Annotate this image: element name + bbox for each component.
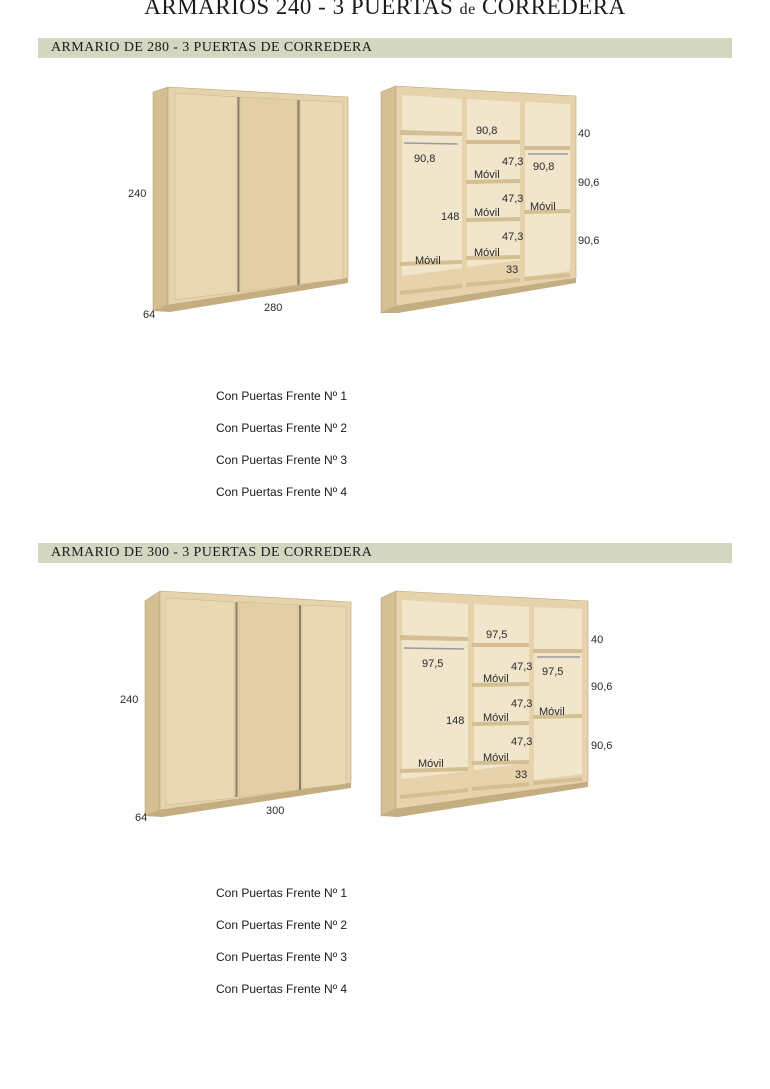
dim-right-width: 97,5 (542, 666, 564, 678)
dim-width: 300 (266, 805, 285, 817)
door-option-3: Con Puertas Frente Nº 3 (216, 950, 348, 964)
dim-right-low: 90,6 (591, 740, 613, 752)
interior-left-bay (402, 95, 462, 276)
dim-middle-c: 47,3 (502, 231, 524, 243)
dim-left-width: 97,5 (422, 658, 444, 670)
label-movil: Móvil (474, 247, 500, 259)
hanging-rail (404, 143, 458, 144)
sliding-door-left (175, 93, 237, 300)
dim-height: 240 (128, 188, 147, 200)
dim-middle-b: 47,3 (511, 698, 533, 710)
door-option-4: Con Puertas Frente Nº 4 (216, 485, 348, 499)
dim-height: 240 (120, 694, 139, 706)
door-option-2: Con Puertas Frente Nº 2 (216, 918, 348, 932)
dim-top-middle: 90,8 (476, 125, 498, 137)
section-header-300 (38, 543, 732, 563)
wardrobe-300-illustration (0, 583, 770, 843)
sliding-door-right (300, 100, 343, 284)
shelf (524, 146, 570, 150)
dim-right-low: 90,6 (578, 235, 600, 247)
dim-depth: 64 (135, 812, 148, 824)
label-movil: Móvil (474, 169, 500, 181)
wardrobe-side-panel (145, 591, 160, 816)
label-movil: Móvil (483, 752, 509, 764)
title-end: CORREDERA (475, 0, 626, 19)
sliding-door-middle (241, 97, 297, 292)
dim-right-mid: 90,6 (578, 177, 600, 189)
dim-width: 280 (264, 302, 283, 314)
sliding-door-right (302, 605, 346, 789)
dim-right-width: 90,8 (533, 161, 555, 173)
shelf (533, 649, 582, 653)
door-option-4: Con Puertas Frente Nº 4 (216, 982, 348, 996)
dim-top-middle: 97,5 (486, 629, 508, 641)
page-title (0, 0, 770, 20)
sliding-door-left (166, 598, 234, 805)
interior-wardrobe-280 (381, 86, 599, 313)
dim-right-top: 40 (578, 128, 591, 140)
title-connector: de (459, 1, 476, 18)
door-option-2: Con Puertas Frente Nº 2 (216, 421, 348, 435)
dim-middle-bottom: 33 (515, 769, 528, 781)
dim-middle-b: 47,3 (502, 193, 524, 205)
interior-right-bay (534, 607, 582, 780)
dim-depth: 64 (143, 309, 156, 321)
label-movil: Móvil (539, 706, 565, 718)
door-option-1: Con Puertas Frente Nº 1 (216, 389, 348, 403)
label-movil: Móvil (483, 712, 509, 724)
label-movil: Móvil (474, 207, 500, 219)
wardrobe-side-panel (153, 87, 168, 311)
shelf (472, 643, 529, 647)
wardrobe-280-illustration (0, 80, 770, 340)
section-header-280 (38, 38, 732, 58)
dim-middle-bottom: 33 (506, 264, 519, 276)
door-option-1: Con Puertas Frente Nº 1 (216, 886, 348, 900)
section-heading: ARMARIO DE 300 - 3 PUERTAS DE CORREDERA (51, 545, 373, 560)
dim-middle-height: 148 (446, 715, 465, 727)
label-movil: Móvil (418, 758, 444, 770)
section-heading: ARMARIO DE 280 - 3 PUERTAS DE CORREDERA (51, 40, 373, 55)
interior-left-bay (402, 600, 468, 779)
dim-middle-a: 47,3 (502, 156, 524, 168)
interior-right-bay (525, 102, 570, 277)
interior-wardrobe-300 (381, 591, 612, 817)
interior-side-panel (381, 86, 396, 313)
dim-right-mid: 90,6 (591, 681, 613, 693)
hanging-rail (404, 648, 464, 649)
dim-middle-a: 47,3 (511, 661, 533, 673)
dim-left-width: 90,8 (414, 153, 436, 165)
title-main: ARMARIOS 240 - 3 PUERTAS (144, 0, 460, 19)
dim-right-top: 40 (591, 634, 604, 646)
label-movil: Móvil (415, 255, 441, 267)
closed-wardrobe-280 (128, 87, 348, 321)
dim-middle-height: 148 (441, 211, 460, 223)
closed-wardrobe-300 (120, 591, 351, 824)
dim-middle-c: 47,3 (511, 736, 533, 748)
label-movil: Móvil (483, 673, 509, 685)
label-movil: Móvil (530, 201, 556, 213)
interior-side-panel (381, 591, 396, 816)
shelf (466, 140, 520, 144)
door-option-3: Con Puertas Frente Nº 3 (216, 453, 348, 467)
sliding-door-middle (239, 602, 298, 797)
